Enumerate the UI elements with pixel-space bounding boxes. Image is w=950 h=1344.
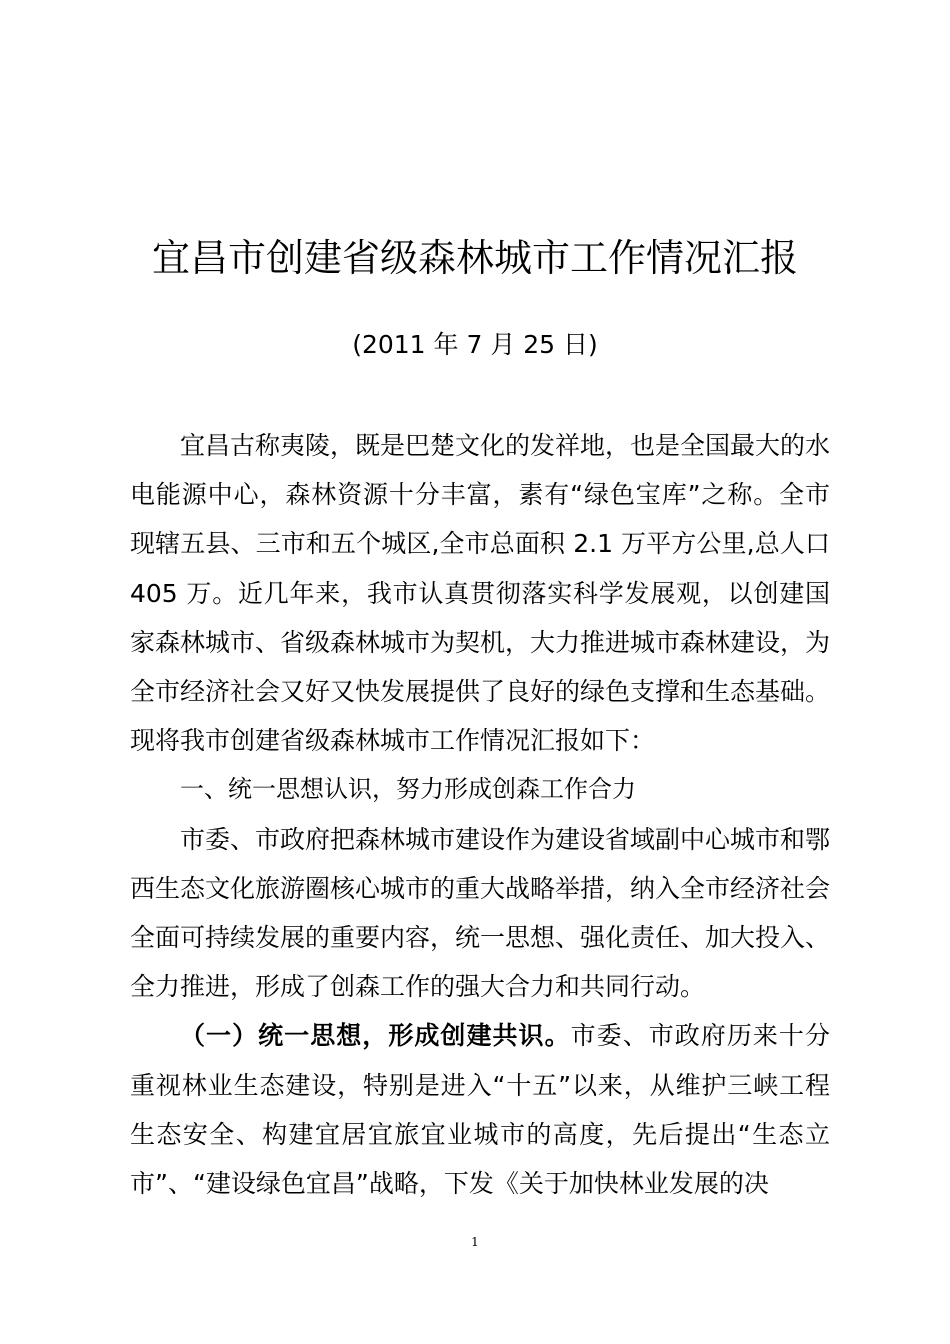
page-number: 1 <box>471 1235 479 1249</box>
subsection-1-text: 市委、市政府历来十分重视林业生态建设，特别是进入“十五”以来，从维护三峡工程生态安全、构建宜居宜旅宜业城市的高度，先后提出“生态立市”、“建设绿色宜昌”战略，下发《关于加快林业发展的决 <box>130 1021 830 1199</box>
paragraph-section-1: 市委、市政府把森林城市建设作为建设省域副中心城市和鄂西生态文化旅游圈核心城市的重大战略举措，纳入全市经济社会全面可持续发展的重要内容，统一思想、强化责任、加大投入、全力推进，形成了创森工作的强大合力和共同行动。 <box>130 824 831 1002</box>
paragraph-subsection-1 <box>130 1011 830 1208</box>
paragraph-intro: 宜昌古称夷陵，既是巴楚文化的发祥地，也是全国最大的水电能源中心，森林资源十分丰富，素有“绿色宝库”之称。全市现辖五县、三市和五个城区,全市总面积 2.1 万平方公里,总人口 405 万。近几年来，我市认真贯彻落实科学发展观，以创建国家森林城市、省级森林城市为契机，大力推进城市森林建设，为全市经济社会又好又快发展提供了良好的绿色支撑和生态基础。现将我市创建省级森林城市工作情况汇报如下： <box>130 431 831 756</box>
document-body <box>130 421 830 1208</box>
document-date: (2011 年 7 月 25 日) <box>352 330 598 359</box>
subsection-heading-1: （一）统一思想，形成创建共识。 <box>180 1021 571 1051</box>
document-title: 宜昌市创建省级森林城市工作情况汇报 <box>151 236 798 280</box>
section-heading-1: 一、统一思想认识，努力形成创森工作合力 <box>180 775 636 804</box>
